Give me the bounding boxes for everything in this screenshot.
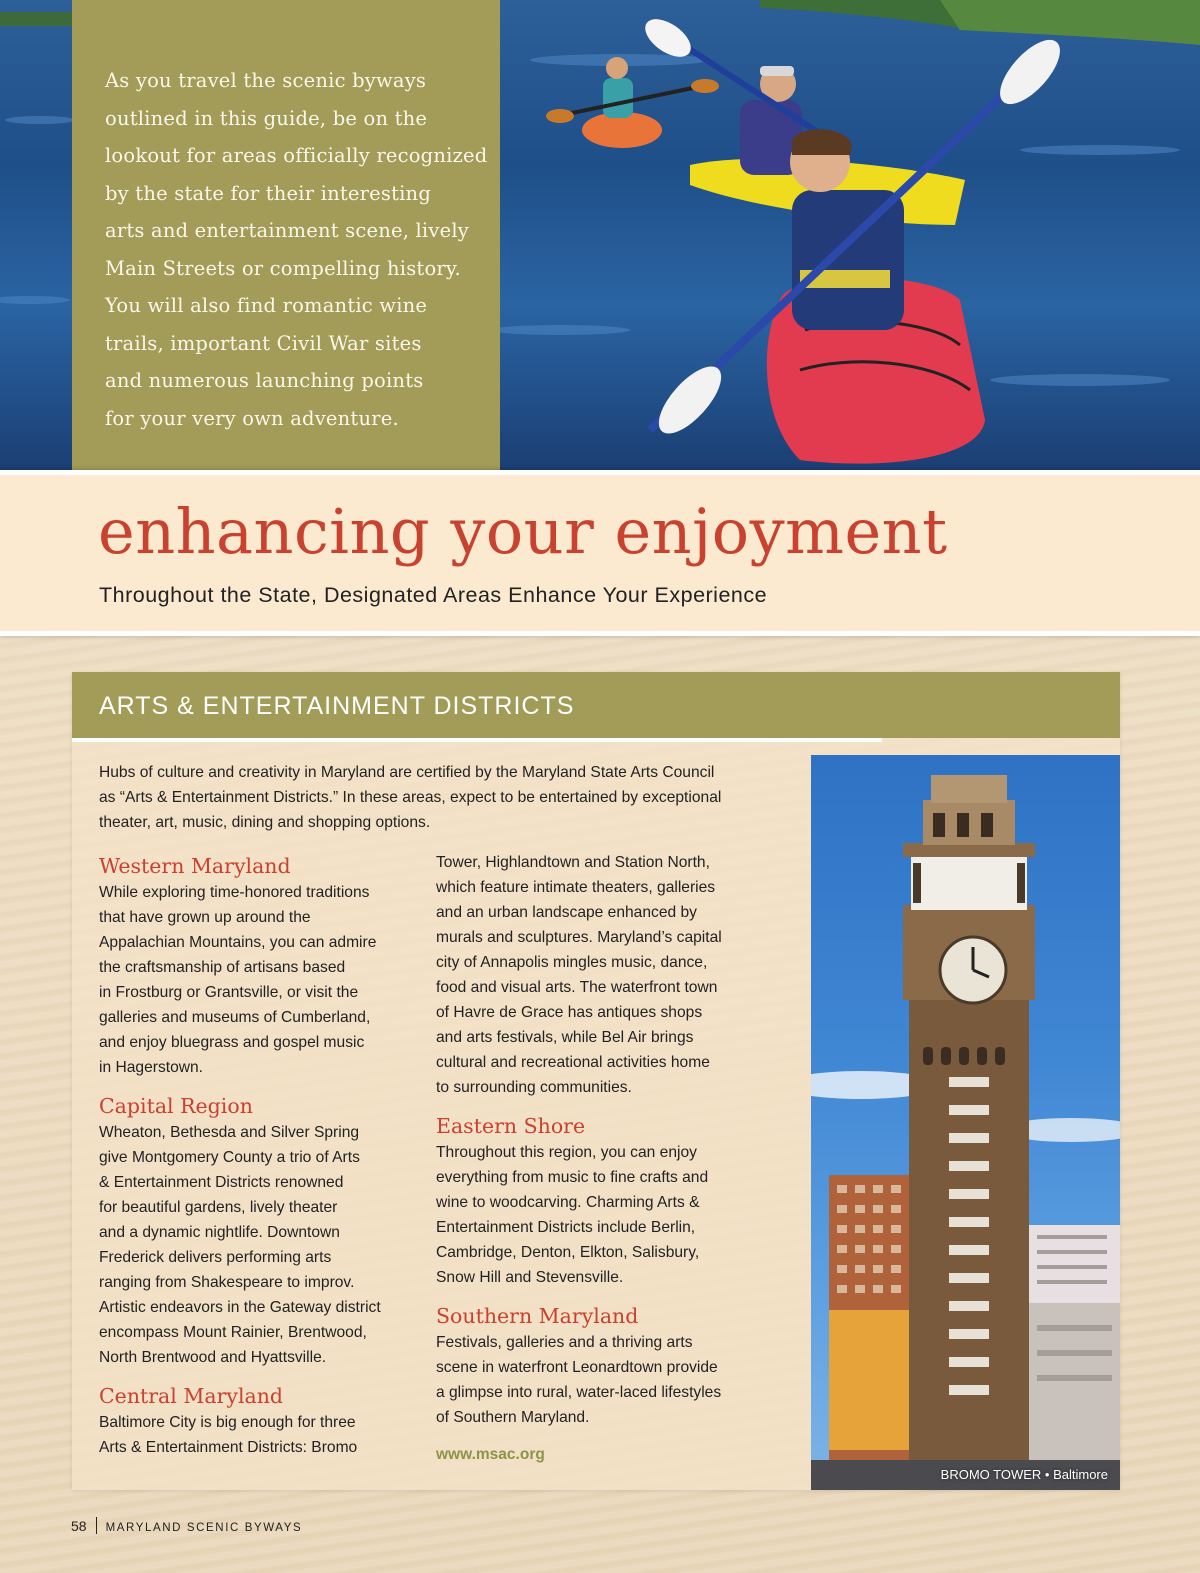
intro-line: You will also find romantic wine (105, 294, 428, 317)
body-line: everything from music to fine crafts and (436, 1169, 709, 1186)
body-line: galleries and museums of Cumberland, (99, 1009, 371, 1026)
region-body-western (99, 880, 419, 1080)
photo-caption: BROMO TOWER • Baltimore (940, 1467, 1108, 1482)
body-line: scene in waterfront Leonardtown provide (436, 1359, 718, 1376)
body-line: encompass Mount Rainier, Brentwood, (99, 1324, 367, 1341)
body-line: to surrounding communities. (436, 1079, 632, 1096)
tower-illustration (811, 755, 1120, 1490)
intro-line: trails, important Civil War sites (105, 331, 422, 355)
body-line: and arts festivals, while Bel Air brings (436, 1029, 694, 1046)
body-line: wine to woodcarving. Charming Arts & (436, 1194, 700, 1211)
body-line: city of Annapolis mingles music, dance, (436, 954, 708, 971)
intro-line: by the state for their interesting (105, 181, 431, 205)
intro-text (105, 62, 488, 437)
region-title-southern: Southern Maryland (436, 1304, 639, 1328)
column-left (99, 852, 419, 1472)
intro-line: Main Streets or compelling history. (105, 256, 461, 280)
intro-line: As you travel the scenic byways (105, 69, 427, 92)
intro-line: for your very own adventure. (105, 406, 399, 430)
intro-box (72, 0, 500, 470)
region-title-capital: Capital Region (99, 1094, 253, 1118)
section-intro (99, 760, 799, 835)
body-line: cultural and recreational activities home (436, 1054, 710, 1071)
hero-photo (0, 0, 1200, 470)
region-body-southern (436, 1330, 776, 1430)
body-line: Snow Hill and Stevensville. (436, 1269, 624, 1286)
page-number: 58 (71, 1518, 87, 1534)
body-line: Throughout this region, you can enjoy (436, 1144, 697, 1161)
region-body-eastern (436, 1140, 776, 1290)
title-band (0, 470, 1200, 636)
body-line: Entertainment Districts include Berlin, (436, 1219, 696, 1236)
body-line: While exploring time-honored traditions (99, 884, 370, 901)
intro-line: theater, art, music, dining and shopping options. (99, 814, 431, 831)
body-line: the craftsmanship of artisans based (99, 959, 346, 976)
body-line: Artistic endeavors in the Gateway district (99, 1299, 381, 1316)
body-line: in Hagerstown. (99, 1059, 204, 1076)
column-right (436, 850, 776, 1467)
region-body-central-continued (436, 850, 776, 1100)
intro-line: outlined in this guide, be on the (105, 106, 428, 130)
body-line: and enjoy bluegrass and gospel music (99, 1034, 365, 1051)
intro-line: and numerous launching points (105, 369, 424, 392)
body-line: murals and sculptures. Maryland’s capital (436, 929, 722, 946)
body-line: and a dynamic nightlife. Downtown (99, 1224, 340, 1241)
publication-name: MARYLAND SCENIC BYWAYS (105, 1522, 303, 1534)
body-line: North Brentwood and Hyattsville. (99, 1349, 327, 1366)
section-header (72, 672, 1120, 738)
region-title-eastern: Eastern Shore (436, 1114, 586, 1138)
region-title-western: Western Maryland (99, 854, 291, 878)
body-line: and an urban landscape enhanced by (436, 904, 697, 921)
body-line: Tower, Highlandtown and Station North, (436, 854, 710, 871)
body-line: for beautiful gardens, lively theater (99, 1199, 338, 1216)
intro-line: arts and entertainment scene, lively (105, 219, 469, 242)
region-title-central: Central Maryland (99, 1384, 284, 1408)
body-line: & Entertainment Districts renowned (99, 1174, 344, 1191)
intro-line: as “Arts & Entertainment Districts.” In these areas, expect to be entertained by exceptional (99, 789, 722, 806)
footer-divider (96, 1517, 97, 1534)
region-body-central (99, 1410, 419, 1460)
website-link[interactable]: www.msac.org (436, 1446, 545, 1463)
body-line: a glimpse into rural, water-laced lifestyles (436, 1384, 722, 1401)
intro-line: lookout for areas officially recognized (105, 144, 488, 167)
body-line: Appalachian Mountains, you can admire (99, 934, 377, 951)
page-footer (71, 1517, 302, 1534)
page-subtitle: Throughout the State, Designated Areas Enhance Your Experience (99, 583, 768, 607)
body-line: of Havre de Grace has antiques shops (436, 1004, 703, 1021)
bromo-tower-photo (811, 755, 1120, 1490)
body-line: of Southern Maryland. (436, 1409, 590, 1426)
body-line: food and visual arts. The waterfront town (436, 979, 718, 996)
body-line: Cambridge, Denton, Elkton, Salisbury, (436, 1244, 700, 1261)
region-body-capital (99, 1120, 419, 1370)
body-line: that have grown up around the (99, 909, 311, 926)
body-line: Wheaton, Bethesda and Silver Spring (99, 1124, 360, 1141)
page-title: enhancing your enjoyment (98, 495, 948, 568)
section-heading: ARTS & ENTERTAINMENT DISTRICTS (99, 692, 575, 720)
body-line: ranging from Shakespeare to improv. (99, 1274, 355, 1291)
body-line: which feature intimate theaters, galleries (436, 879, 716, 896)
body-line: Baltimore City is big enough for three (99, 1414, 356, 1431)
body-line: give Montgomery County a trio of Arts (99, 1149, 360, 1166)
body-line: in Frostburg or Grantsville, or visit the (99, 984, 359, 1001)
body-line: Festivals, galleries and a thriving arts (436, 1334, 693, 1351)
body-line: Arts & Entertainment Districts: Bromo (99, 1439, 358, 1456)
intro-line: Hubs of culture and creativity in Maryland are certified by the Maryland State Arts Council (99, 764, 715, 781)
header-divider (72, 738, 882, 742)
body-line: Frederick delivers performing arts (99, 1249, 332, 1266)
